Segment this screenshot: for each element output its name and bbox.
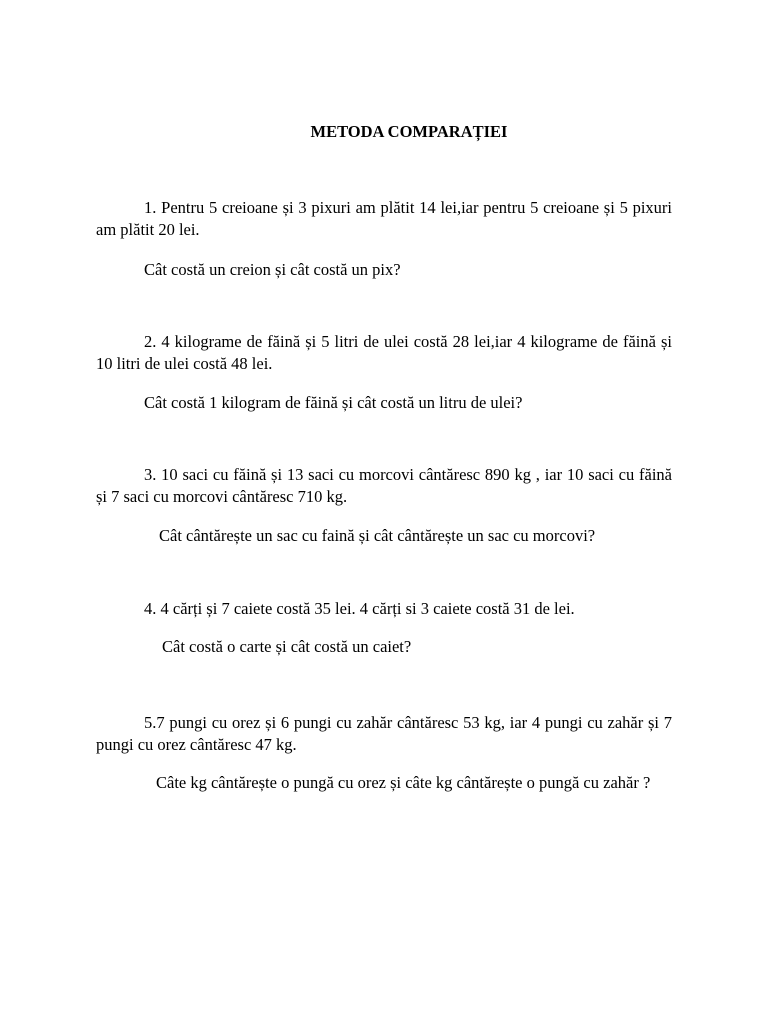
- problem-3-statement: 3. 10 saci cu făină și 13 saci cu morcovi cântăresc 890 kg , iar 10 saci cu făină și 7 saci cu morcovi cântăresc 710 kg.: [96, 465, 672, 506]
- problem-1-question: Cât costă un creion și cât costă un pix?: [144, 260, 401, 279]
- problem-2-question: Cât costă 1 kilogram de făină și cât costă un litru de ulei?: [144, 393, 523, 412]
- problem-1-statement: 1. Pentru 5 creioane și 3 pixuri am plătit 14 lei,iar pentru 5 creioane și 5 pixuri am plătit 20 lei.: [96, 198, 672, 239]
- problem-4-question: Cât costă o carte și cât costă un caiet?: [162, 637, 412, 656]
- problem-4-statement: 4. 4 cărți și 7 caiete costă 35 lei. 4 cărți si 3 caiete costă 31 de lei.: [144, 599, 575, 618]
- problem-2-statement: 2. 4 kilograme de făină și 5 litri de ulei costă 28 lei,iar 4 kilograme de făină și 10 litri de ulei costă 48 lei.: [96, 332, 672, 373]
- problem-5-question: Câte kg cântărește o pungă cu orez și câte kg cântărește o pungă cu zahăr ?: [156, 773, 651, 792]
- page-title: METODA COMPARAȚIEI: [310, 122, 508, 141]
- problem-3-question: Cât cântărește un sac cu faină și cât cântărește un sac cu morcovi?: [159, 526, 596, 545]
- problem-5-statement: 5.7 pungi cu orez și 6 pungi cu zahăr cântăresc 53 kg, iar 4 pungi cu zahăr și 7 pungi cu orez cântăresc 47 kg.: [96, 713, 672, 754]
